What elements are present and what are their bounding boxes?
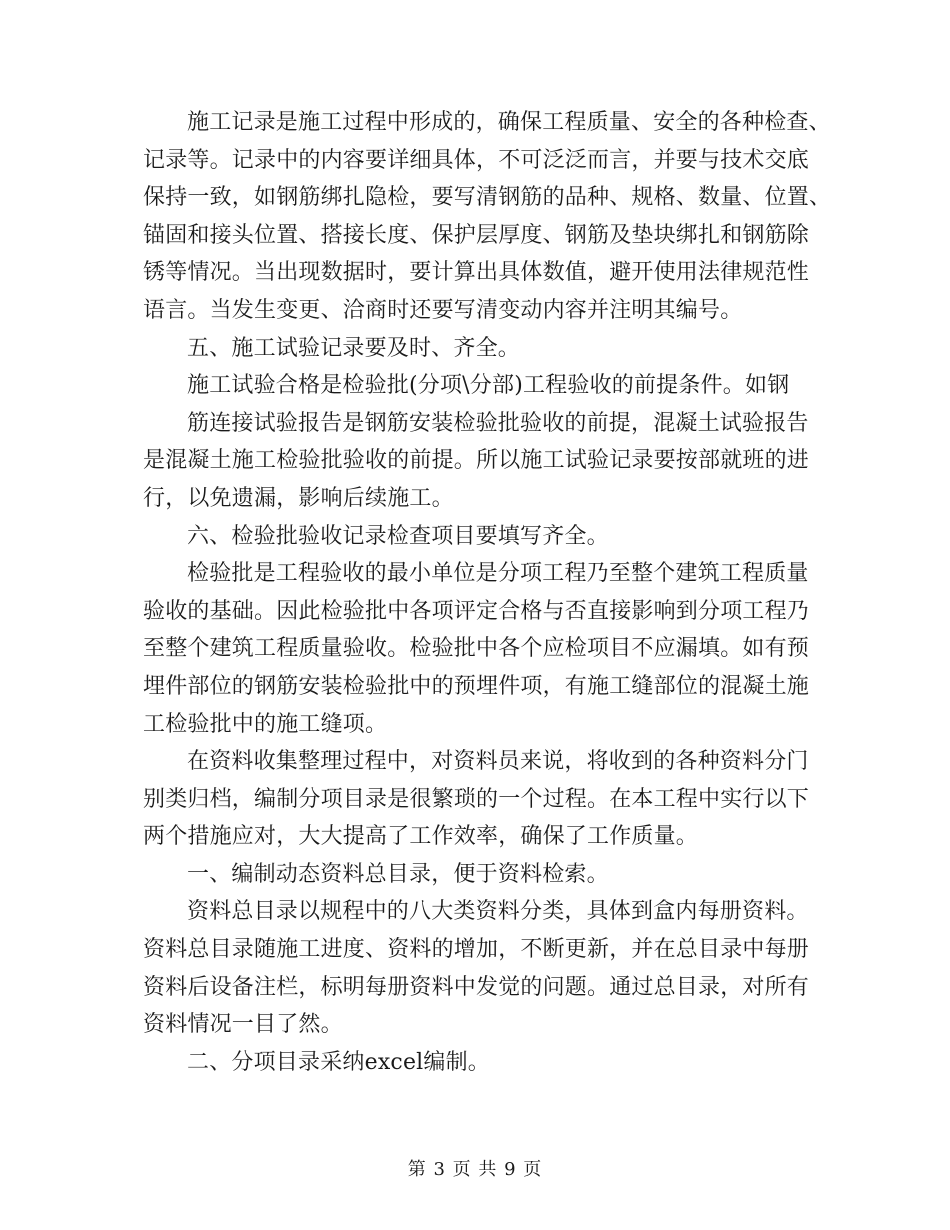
text-line: 保持一致，如钢筋绑扎隐检，要写清钢筋的品种、规格、数量、位置、 bbox=[143, 185, 832, 211]
text-line: 别类归档，编制分项目录是很繁琐的一个过程。在本工程中实行以下 bbox=[143, 786, 810, 812]
text-line: 锚固和接头位置、搭接长度、保护层厚度、钢筋及垫块绑扎和钢筋除 bbox=[143, 222, 810, 248]
text-line: 五、施工试验记录要及时、齐全。 bbox=[187, 335, 521, 361]
paragraph-lines bbox=[143, 104, 832, 1081]
text-line: 至整个建筑工程质量验收。检验批中各个应检项目不应漏填。如有预 bbox=[143, 636, 810, 662]
document-body bbox=[143, 104, 832, 1081]
text-line: 语言。当发生变更、洽商时还要写清变动内容并注明其编号。 bbox=[143, 297, 743, 323]
text-line: 是混凝土施工检验批验收的前提。所以施工试验记录要按部就班的进 bbox=[143, 448, 810, 474]
text-line: 二、分项目录采纳excel编制。 bbox=[187, 1049, 491, 1075]
text-line: 资料总目录随施工进度、资料的增加，不断更新，并在总目录中每册 bbox=[143, 937, 810, 963]
text-line: 两个措施应对，大大提高了工作效率，确保了工作质量。 bbox=[143, 824, 699, 850]
text-line: 筋连接试验报告是钢筋安装检验批验收的前提，混凝土试验报告 bbox=[187, 410, 809, 436]
text-line: 埋件部位的钢筋安装检验批中的预埋件项，有施工缝部位的混凝土施 bbox=[143, 673, 810, 699]
text-line: 锈等情况。当出现数据时，要计算出具体数值，避开使用法律规范性 bbox=[143, 260, 810, 286]
text-line: 检验批是工程验收的最小单位是分项工程乃至整个建筑工程质量 bbox=[187, 561, 809, 587]
text-line: 行，以免遗漏，影响后续施工。 bbox=[143, 485, 454, 511]
text-line: 施工试验合格是检验批(分项\分部)工程验收的前提条件。如钢 bbox=[187, 373, 790, 399]
text-line: 工检验批中的施工缝项。 bbox=[143, 711, 388, 737]
text-line: 在资料收集整理过程中，对资料员来说，将收到的各种资料分门 bbox=[187, 749, 809, 775]
text-line: 资料后设备注栏，标明每册资料中发觉的问题。通过总目录，对所有 bbox=[143, 974, 810, 1000]
text-line: 六、检验批验收记录检查项目要填写齐全。 bbox=[187, 523, 609, 549]
page-footer: 第 3 页 共 9 页 bbox=[407, 1159, 543, 1180]
text-line: 记录等。记录中的内容要详细具体，不可泛泛而言，并要与技术交底 bbox=[143, 147, 810, 173]
text-line: 一、编制动态资料总目录，便于资料检索。 bbox=[187, 861, 609, 887]
text-line: 施工记录是施工过程中形成的，确保工程质量、安全的各种检查、 bbox=[187, 110, 831, 135]
text-line: 资料总目录以规程中的八大类资料分类，具体到盒内每册资料。 bbox=[187, 899, 809, 925]
text-line: 资料情况一目了然。 bbox=[143, 1012, 343, 1038]
text-line: 验收的基础。因此检验批中各项评定合格与否直接影响到分项工程乃 bbox=[143, 598, 810, 624]
